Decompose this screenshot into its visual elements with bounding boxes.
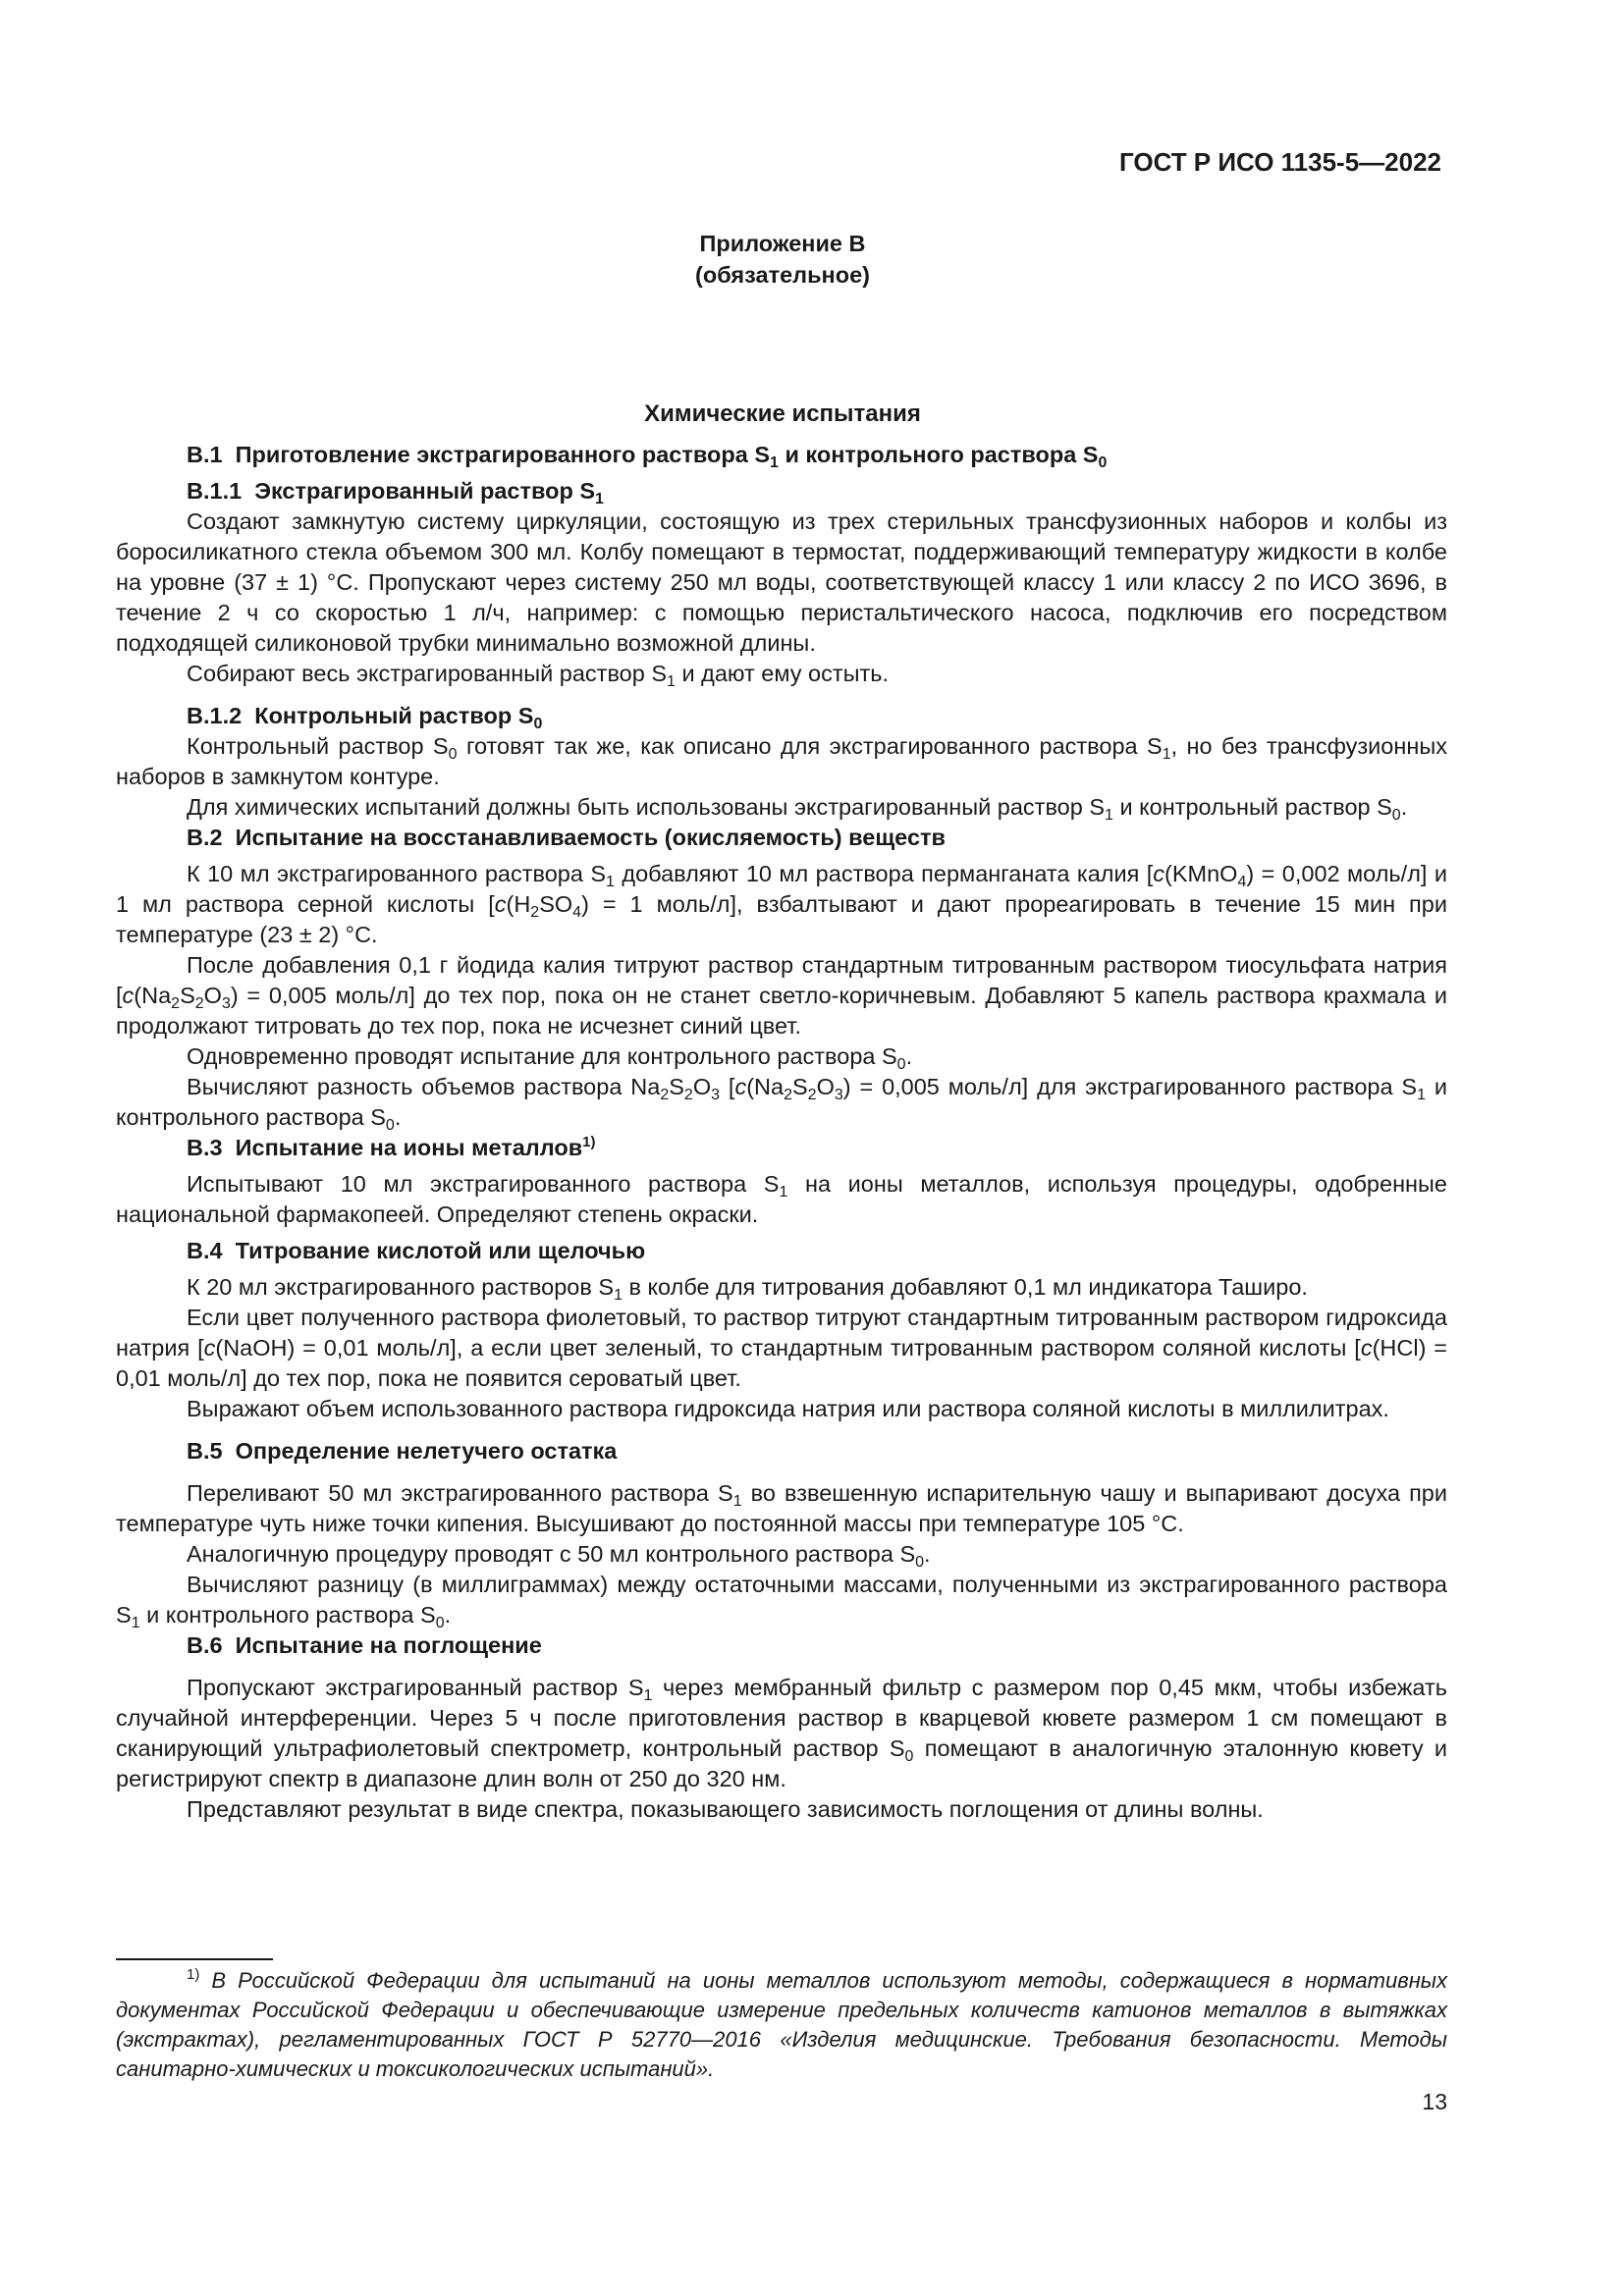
section-heading-b1: В.1 Приготовление экстрагированного раствора $S_1$ и контрольного раствора $S_0$ (187, 442, 1108, 471)
annex-title: Приложение В (699, 231, 866, 256)
paragraph: Для химических испытаний должны быть использованы экстрагированный раствор $S_1$ и контрольный раствор $S_0$. (187, 794, 1408, 824)
section-heading-b11: В.1.1 Экстрагированный раствор $S_1$ (187, 478, 604, 507)
paragraph: Контрольный раствор $S_0$ готовят так же, как описано для экстрагированного раствора $S_1$, но без трансфузионных наборов в замкнутом контуре. (116, 733, 1447, 789)
paragraph: К 20 мл экстрагированного растворов $S_1$ в колбе для титрования добавляют 0,1 мл индикатора Таширо. (187, 1274, 1308, 1304)
paragraph: Собирают весь экстрагированный раствор $S_1$ и дают ему остыть. (187, 661, 890, 690)
footnote (116, 1966, 1447, 2084)
footnote-text: В Российской Федерации для испытаний на ионы металлов используют методы, содержащиеся в нормативных документах Российской Федерации и обеспечивающие измерение предельных количеств катионов металлов в вытяжках (экстрактах), регламентированных ГОСТ Р 52770—2016 «Изделия медицинские. Требования безопасности. Методы санитарно-химических и токсикологических испытаний». (116, 1968, 1447, 2081)
section-heading-b6: В.6 Испытание на поглощение (187, 1632, 542, 1658)
paragraph: Переливают 50 мл экстрагированного раствора $S_1$ во взвешенную испарительную чашу и выпаривают досуха при температуре чуть ниже точки кипения. Высушивают до постоянной массы при температуре 105 °С. (116, 1480, 1448, 1536)
document-code: ГОСТ Р ИСО 1135-5—2022 (1118, 147, 1441, 177)
paragraph: Одновременно проводят испытание для контрольного раствора $S_0$. (187, 1043, 913, 1073)
footnote-marker: 1) (187, 1966, 200, 1983)
document-body (116, 440, 1447, 1825)
paragraph: Испытывают 10 мл экстрагированного раствора $S_1$ на ионы металлов, используя процедуры, одобренные национальной фармакопеей. Определяют степень окраски. (116, 1171, 1447, 1227)
paragraph: Представляют результат в виде спектра, показывающего зависимость поглощения от длины волны. (187, 1796, 1264, 1822)
paragraph: Пропускают экстрагированный раствор $S_1$ через мембранный фильтр с размером пор 0,45 мкм, чтобы избежать случайной интерференции. Через 5 ч после приготовления раствор в кварцевой кювете размером 1 см помещают в сканирующий ультрафиолетовый спектрометр, контрольный раствор $S_0$ помещают в аналогичную эталонную кювету и регистрируют спектр в диапазоне длин волн от 250 до 320 нм. (116, 1675, 1447, 1791)
section-heading-b3: В.3 Испытание на ионы металлов$^{1)}$ (187, 1134, 596, 1160)
section-heading-b4: В.4 Титрование кислотой или щелочью (187, 1238, 646, 1263)
paragraph: После добавления 0,1 г йодида калия титруют раствор стандартным титрованным раствором тиосульфата натрия [$c(Na_2S_2O_3) = 0,005$ моль/л] до тех пор, пока он не станет светло-коричневым. Добавляют 5 капель раствора крахмала и продолжают титровать до тех пор, пока не исчезнет синий цвет. (116, 952, 1447, 1039)
paragraph: Аналогичную процедуру проводят с 50 мл контрольного раствора $S_0$. (187, 1541, 931, 1571)
section-heading-b5: В.5 Определение нелетучего остатка (187, 1438, 618, 1464)
section-heading-b12: В.1.2 Контрольный раствор $S_0$ (187, 703, 543, 732)
main-title: Химические испытания (644, 400, 921, 427)
paragraph: Вычисляют разницу (в миллиграммах) между остаточными массами, полученными из экстрагированного раствора $S_1$ и контрольного раствора $S_0$. (116, 1572, 1447, 1631)
paragraph: Выражают объем использованного раствора гидроксида натрия или раствора соляной кислоты в миллилитрах. (187, 1396, 1389, 1421)
paragraph: К 10 мл экстрагированного раствора $S_1$ добавляют 10 мл раствора перманганата калия [c(KMnO$_4$) = 0,002 моль/л] и 1 мл раствора серной кислоты [$c(H_2SO_4) = 1$ моль/л], взбалтывают и дают прореагировать в течение 15 мин при температуре (23 ± 2) °С. (116, 861, 1447, 947)
paragraph: Создают замкнутую систему циркуляции, состоящую из трех стерильных трансфузионных наборов и колбы из боросиликатного стекла объемом 300 мл. Колбу помещают в термостат, поддерживающий температуру жидкости в колбе на уровне (37 ± 1) °С. Пропускают через систему 250 мл воды, соответствующей классу 1 или классу 2 по ИСО 3696, в течение 2 ч со скоростью 1 л/ч, например: с помощью перистальтического насоса, подключив его посредством подходящей силиконовой трубки минимально возможной длины. (116, 508, 1447, 656)
annex-status: (обязательное) (695, 262, 870, 288)
footnote-divider (116, 1958, 273, 1960)
annex-heading (0, 228, 1565, 291)
paragraph: Если цвет полученного раствора фиолетовый, то раствор титруют стандартным титрованным раствором гидроксида натрия [c(NaOH) = 0,01 моль/л], а если цвет зеленый, то стандартным титрованным раствором соляной кислоты [c(HCl) = 0,01 моль/л] до тех пор, пока не появится сероватый цвет. (116, 1305, 1448, 1391)
paragraph: Вычисляют разность объемов раствора $Na_2S_2O_3$ [$c(Na_2S_2O_3) = 0,005$ моль/л] для экстрагированного раствора $S_1$ и контрольного раствора $S_0$. (116, 1074, 1448, 1134)
section-heading-b2: В.2 Испытание на восстанавливаемость (окисляемость) веществ (187, 825, 946, 850)
page-number: 13 (1422, 2089, 1447, 2114)
